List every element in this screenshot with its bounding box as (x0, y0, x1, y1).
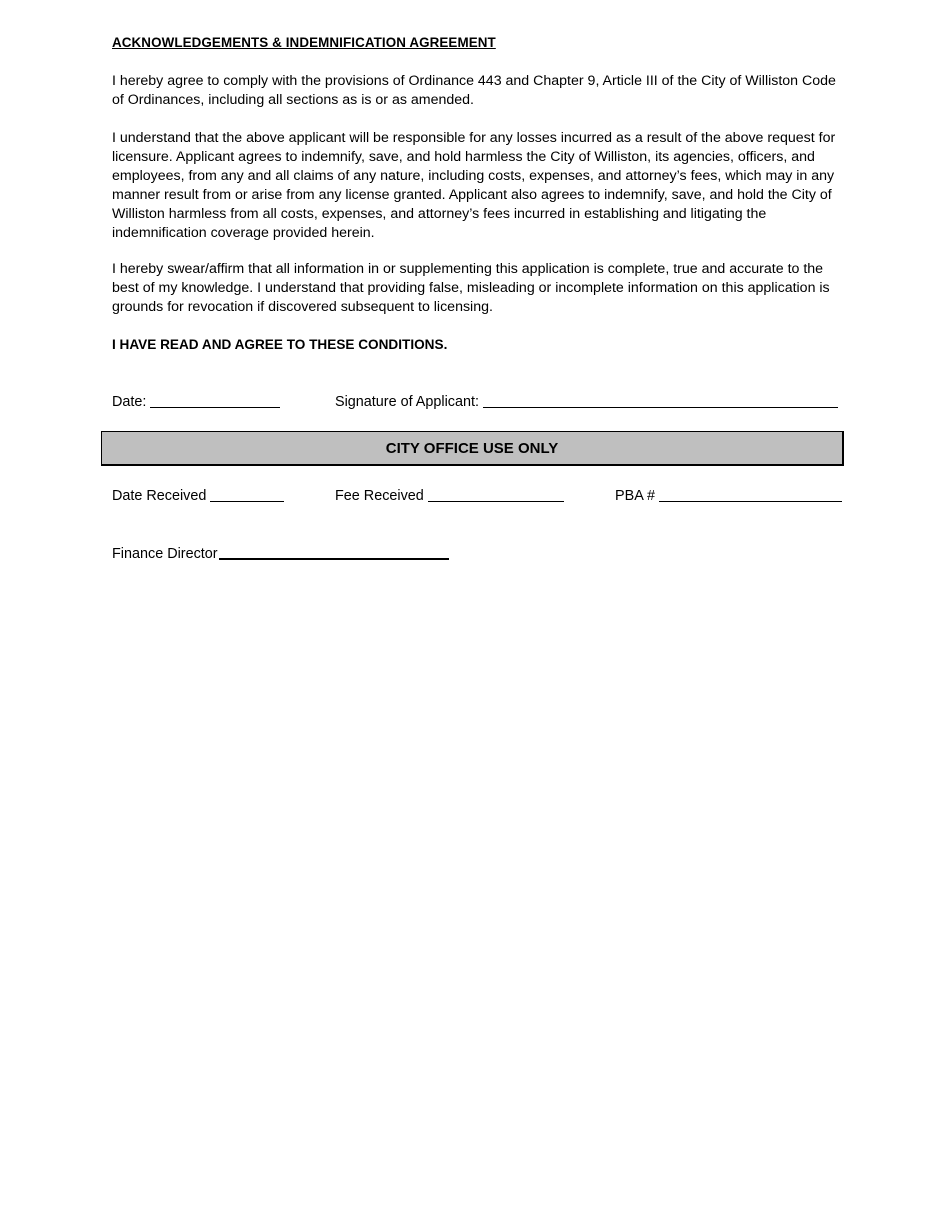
pba-number-field (615, 487, 842, 504)
signature-blank-line[interactable] (483, 393, 838, 408)
date-label: Date: (112, 394, 147, 410)
ordinance-compliance-paragraph: I hereby agree to comply with the provisions of Ordinance 443 and Chapter 9, Article III of the City of Williston Code of Ordinances, including all sections as is or as amended. (112, 73, 836, 108)
applicant-date-field (112, 393, 280, 410)
date-received-field (112, 487, 284, 504)
city-office-use-title: CITY OFFICE USE ONLY (385, 439, 559, 457)
date-blank-line[interactable] (150, 393, 280, 408)
finance-director-field (112, 544, 449, 562)
date-received-blank-line[interactable] (210, 487, 284, 502)
signature-label: Signature of Applicant: (335, 394, 480, 410)
fee-received-blank-line[interactable] (428, 487, 564, 502)
pba-label: PBA # (615, 488, 656, 504)
city-office-use-banner (101, 431, 844, 466)
affirmation-paragraph: I hereby swear/affirm that all information in or supplementing this application is complete, true and accurate to the best of my knowledge. I understand that providing false, misleading or incomplete information on this application is grounds for revocation if discovered subsequent to licensing. (112, 261, 830, 315)
date-received-label: Date Received (112, 488, 207, 504)
agreement-heading: ACKNOWLEDGEMENTS & INDEMNIFICATION AGREEMENT (112, 35, 496, 50)
fee-received-label: Fee Received (335, 488, 424, 504)
agreement-statement: I HAVE READ AND AGREE TO THESE CONDITIONS. (112, 337, 448, 352)
finance-director-blank-line[interactable] (219, 544, 449, 560)
pba-blank-line[interactable] (659, 487, 842, 502)
applicant-signature-field (335, 393, 838, 410)
indemnification-paragraph: I understand that the above applicant will be responsible for any losses incurred as a result of the above request for licensure. Applicant agrees to indemnify, save, and hold harmless the City of Williston, its agencies, officers, and employees, from any and all claims of any nature, including costs, expenses, and attorney’s fees, which may in any manner result from or arise from any license granted. Applicant also agrees to indemnify, save, and hold the City of Williston harmless from all costs, expenses, and attorney’s fees incurred in establishing and litigating the indemnification coverage provided herein. (112, 130, 836, 241)
finance-director-label: Finance Director (112, 546, 218, 562)
fee-received-field (335, 487, 564, 504)
